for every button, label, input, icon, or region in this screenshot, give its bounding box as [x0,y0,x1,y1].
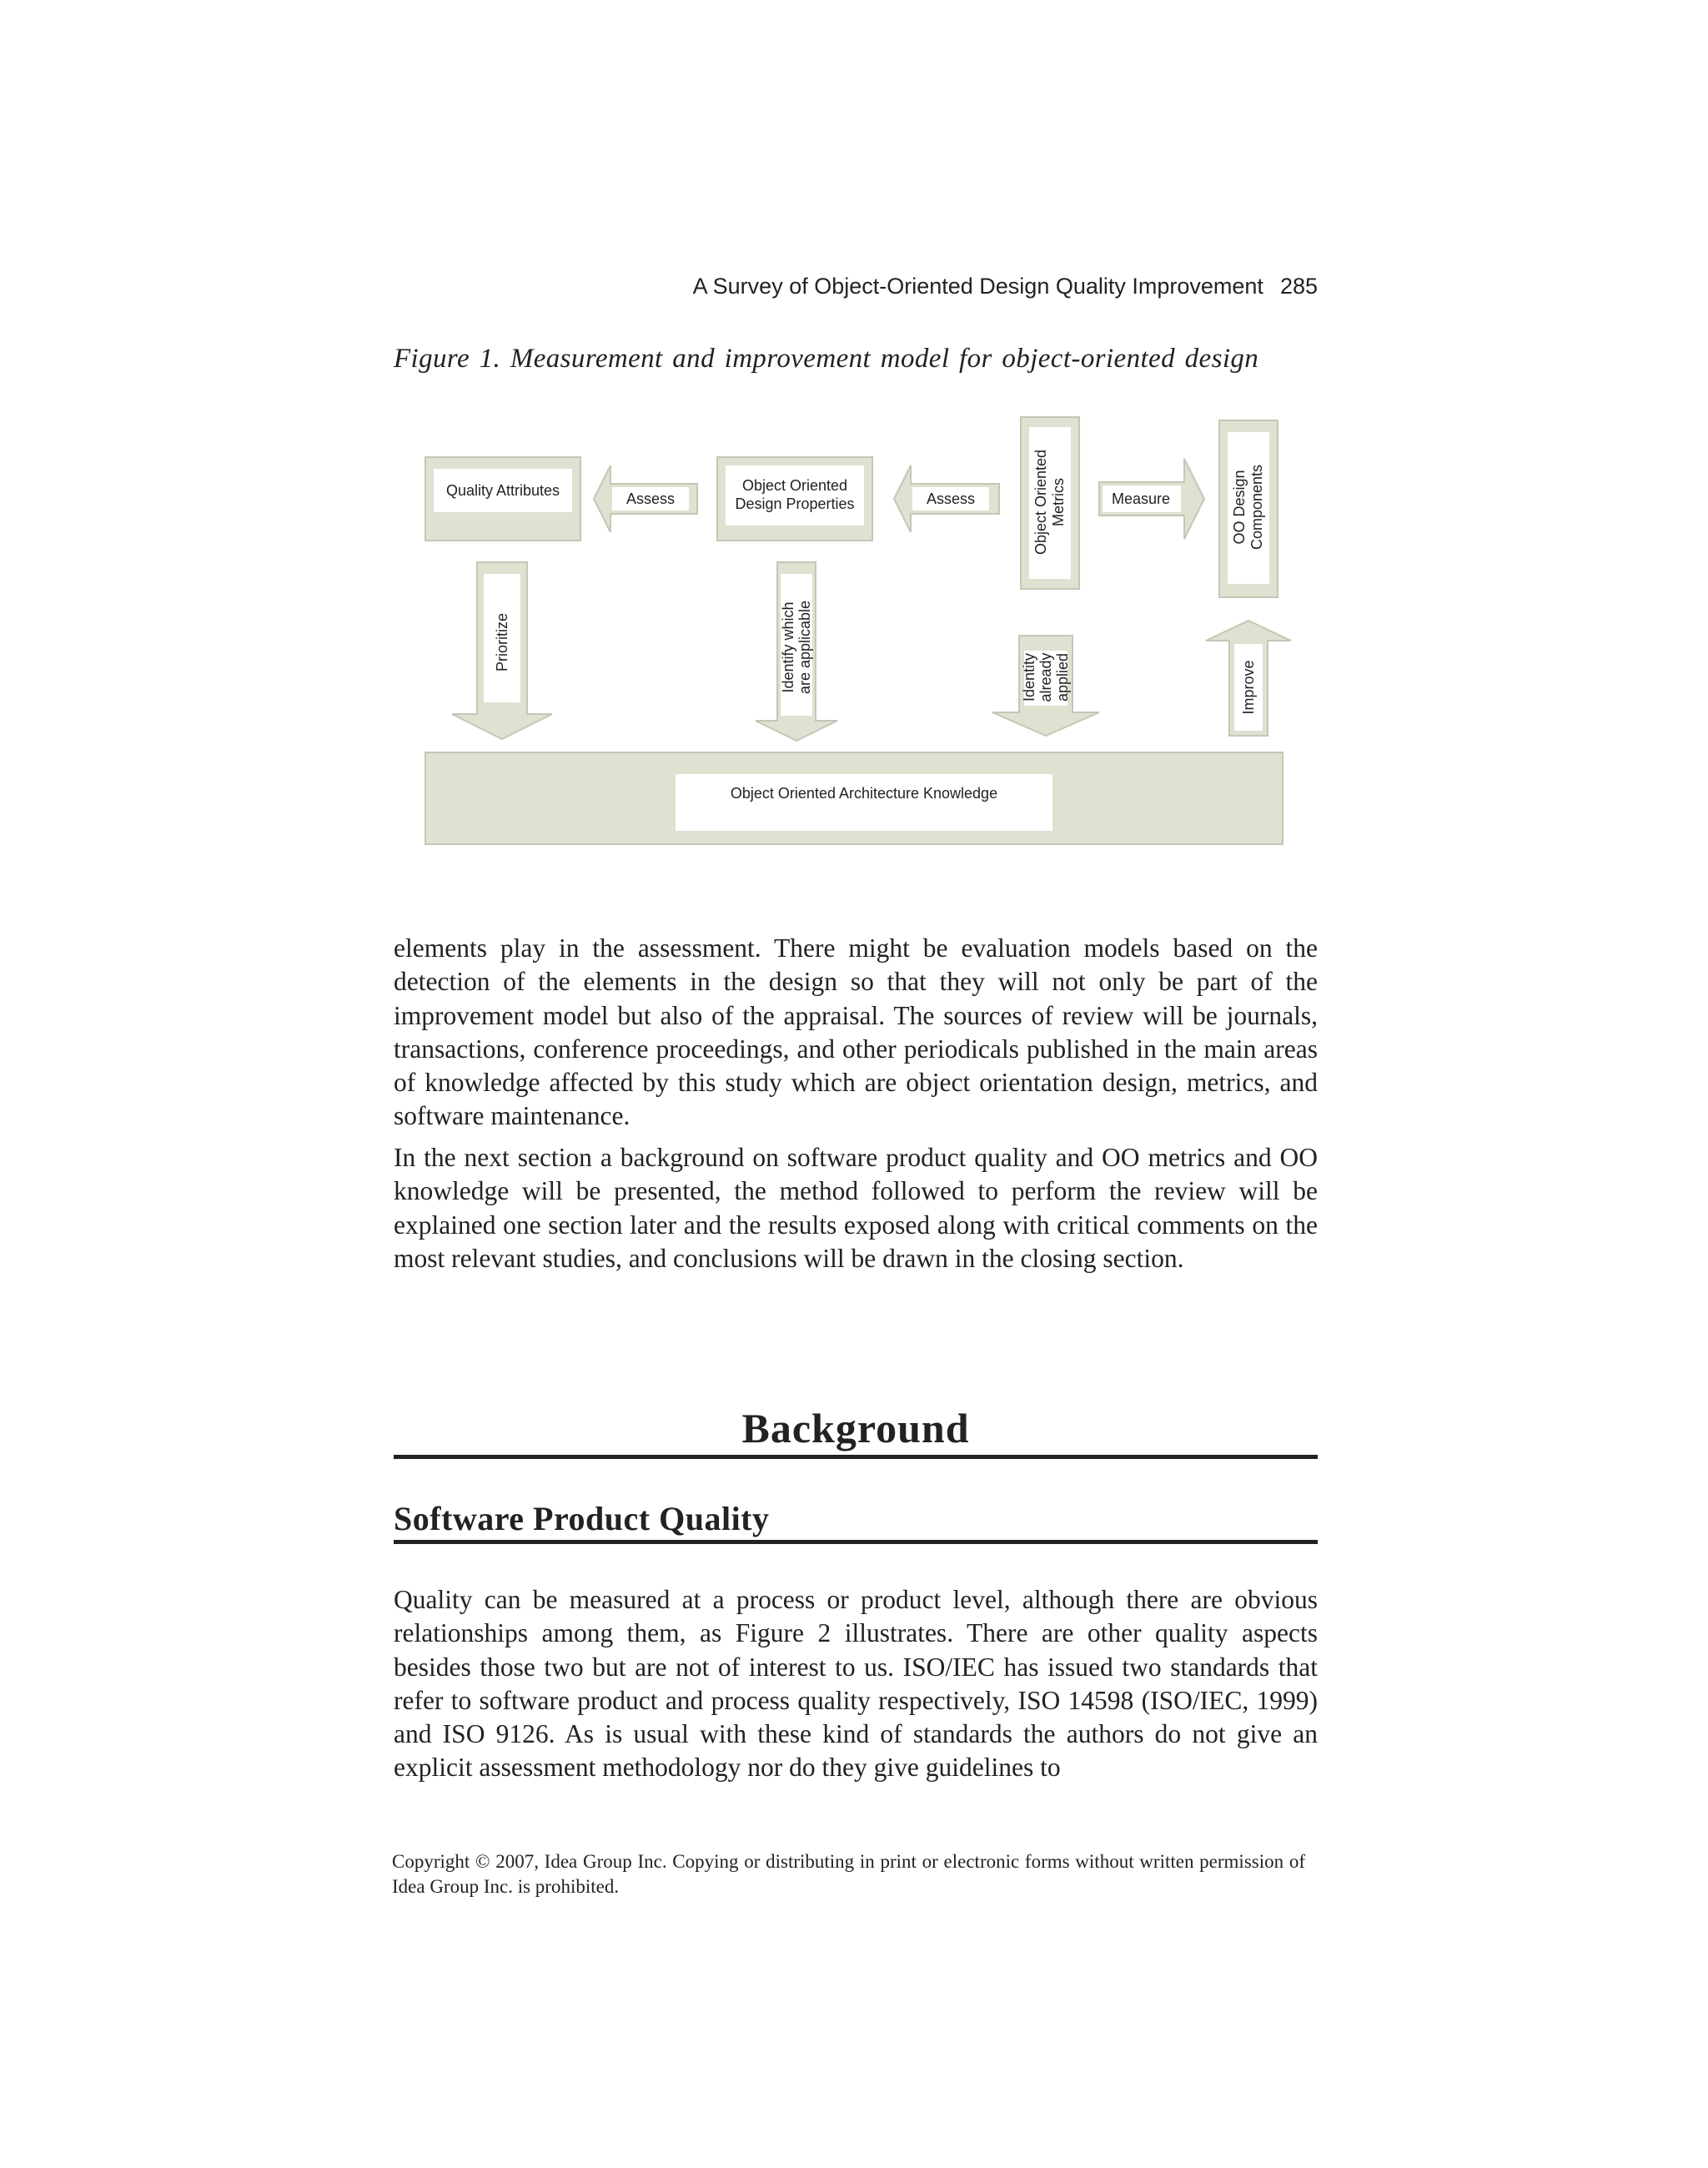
section-rule [394,1455,1318,1459]
design-properties-label-2: Design Properties [735,495,855,512]
page-number: 285 [1279,274,1318,299]
running-header [394,274,1318,299]
identify-applied-label-2: already [1037,652,1054,702]
assess-label-1: Assess [625,490,676,507]
components-label-2: Components [1248,464,1265,551]
body-paragraph-1: elements play in the assessment. There might be evaluation models based on the detection of the elements in the design so that they will not only be part of the improvement model but also of the appraisal. The sources of review will be journals, transactions, conference proceedings, and other periodicals published in the main areas of knowledge affected by this study which are object orientation design, metrics, and software maintenance. [394,933,1318,1131]
section-title: Background [741,1405,970,1451]
metrics-label-1: Object Oriented [1032,449,1049,556]
identify-applicable-label-2: are applicable [796,600,813,695]
prioritize-label: Prioritize [494,612,510,672]
figure-diagram [417,409,1293,851]
components-label-1: OO Design [1231,470,1248,545]
copyright-notice: Copyright © 2007, Idea Group Inc. Copying or distributing in print or electronic forms without written permission of Idea Group Inc. is prohibited. [392,1851,1305,1897]
identify-applied-label-3: applied [1054,652,1071,702]
assess-label-2: Assess [926,490,976,507]
measure-label: Measure [1111,490,1171,507]
improve-label: Improve [1240,660,1257,715]
metrics-label-2: Metrics [1050,478,1067,526]
body-paragraph-2: In the next section a background on software product quality and OO metrics and OO knowledge will be presented, the method followed to perform the review will be explained one section later and the results exposed along with critical comments on the most relevant studies, and conclusions will be drawn in the closing section. [394,1143,1318,1273]
identify-applied-label-1: Identity [1021,652,1037,702]
knowledge-label: Object Oriented Architecture Knowledge [730,785,998,802]
subsection-title: Software Product Quality [394,1500,770,1537]
figure-caption: Figure 1. Measurement and improvement model for object-oriented design [394,344,1259,374]
body-paragraph-3: Quality can be measured at a process or product level, although there are obvious relationships among them, as Figure 2 illustrates. There are other quality aspects besides those two but are not of interest to us. ISO/IEC has issued two standards that refer to software product and process quality respectively, ISO 14598 (ISO/IEC, 1999) and ISO 9126. As is usual with these kind of standards the authors do not give an explicit assessment methodology nor do they give guidelines to [394,1585,1318,1783]
identify-applicable-label-1: Identify which [780,601,796,693]
quality-attributes-label: Quality Attributes [445,482,560,499]
subsection-rule [394,1540,1318,1544]
design-properties-label-1: Object Oriented [741,477,848,494]
running-title: A Survey of Object-Oriented Design Quality Improvement [692,274,1263,299]
